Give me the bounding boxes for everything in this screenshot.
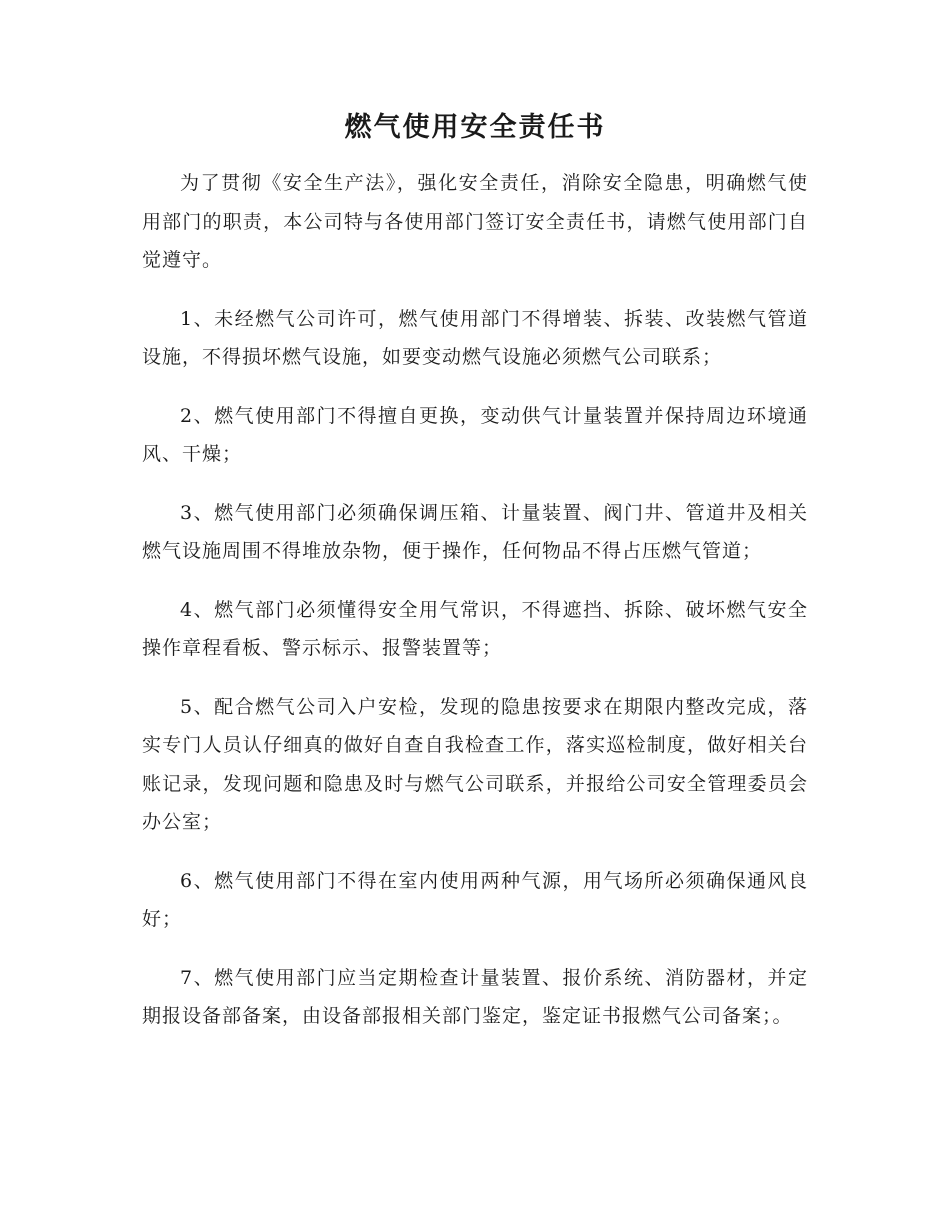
paragraph-clause-2: 2、燃气使用部门不得擅自更换，变动供气计量装置并保持周边环境通风、干燥；: [142, 404, 808, 465]
paragraph-intro: 为了贯彻《安全生产法》，强化安全责任，消除安全隐患，明确燃气使用部门的职责，本公司特与各使用部门签订安全责任书，请燃气使用部门自觉遵守。: [142, 172, 808, 271]
paragraph-clause-3: 3、燃气使用部门必须确保调压箱、计量装置、阀门井、管道井及相关燃气设施周围不得堆放杂物，便于操作，任何物品不得占压燃气管道；: [142, 501, 808, 562]
paragraph-clause-1: 1、未经燃气公司许可，燃气使用部门不得增装、拆装、改装燃气管道设施，不得损坏燃气设施，如要变动燃气设施必须燃气公司联系；: [142, 307, 808, 368]
paragraph-clause-6: 6、燃气使用部门不得在室内使用两种气源，用气场所必须确保通风良好；: [142, 869, 808, 930]
document-body: [142, 164, 808, 1056]
paragraph-clause-4: 4、燃气部门必须懂得安全用气常识，不得遮挡、拆除、破坏燃气安全操作章程看板、警示标示、报警装置等；: [142, 598, 808, 659]
paragraph-clause-5: 5、配合燃气公司入户安检，发现的隐患按要求在期限内整改完成，落实专门人员认仔细真的做好自查自我检查工作，落实巡检制度，做好相关台账记录，发现问题和隐患及时与燃气公司联系，并报给公司安全管理委员会办公室；: [142, 695, 808, 833]
paragraph-clause-7: 7、燃气使用部门应当定期检查计量装置、报价系统、消防器材，并定期报设备部备案，由设备部报相关部门鉴定，鉴定证书报燃气公司备案；。: [142, 966, 808, 1027]
document-title: 燃气使用安全责任书: [344, 112, 606, 143]
